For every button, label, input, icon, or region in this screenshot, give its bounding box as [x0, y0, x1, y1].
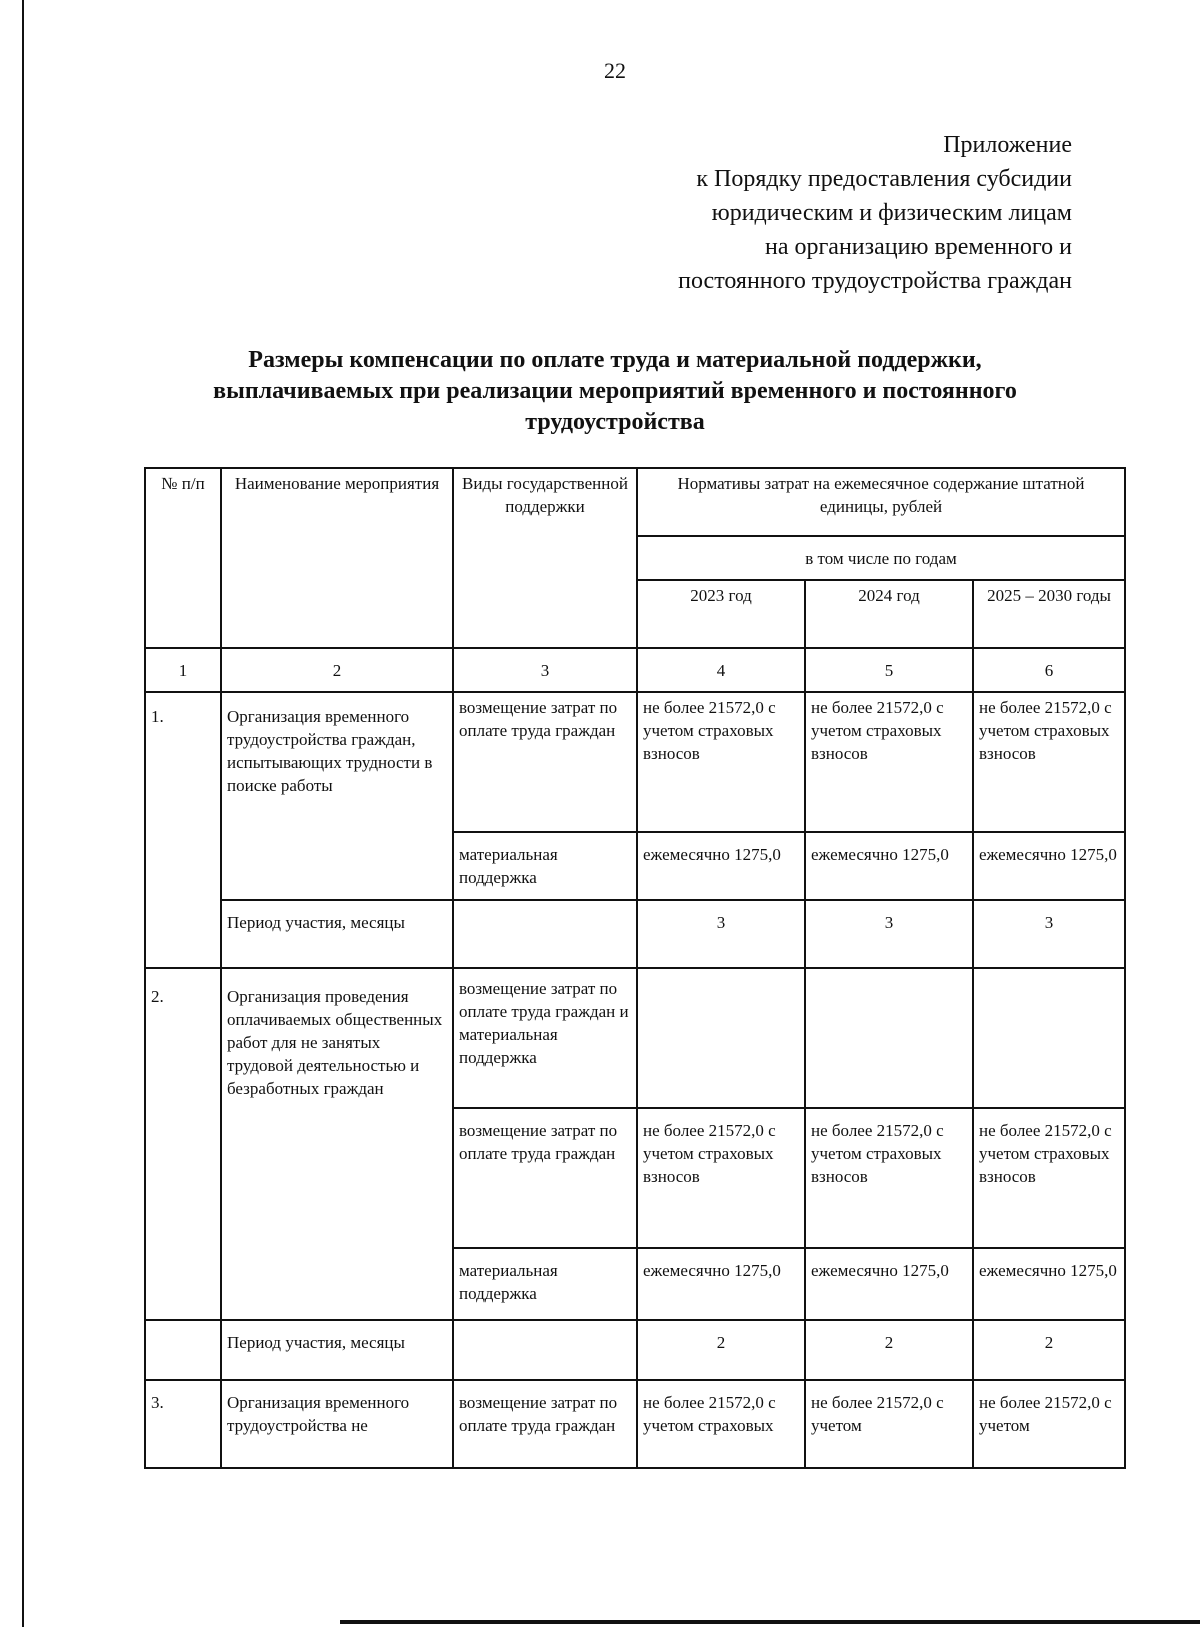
- table-row: [145, 1320, 1125, 1380]
- annex-header: [678, 128, 1072, 298]
- support-type: возмещение затрат по оплате труда граждан: [453, 692, 637, 832]
- support-type: возмещение затрат по оплате труда граждан и материальная поддержка: [453, 968, 637, 1108]
- value-2023: не более 21572,0 с учетом страховых взносов: [637, 1108, 805, 1248]
- support-type: материальная поддержка: [453, 1248, 637, 1320]
- period-2025-2030: 2: [973, 1320, 1125, 1380]
- annex-line: постоянного трудоустройства граждан: [678, 268, 1072, 294]
- row-num: 3.: [145, 1380, 221, 1468]
- page-number: 22: [604, 58, 626, 83]
- table-row: [145, 1380, 1125, 1468]
- title-line: Размеры компенсации по оплате труда и материальной поддержки,: [248, 347, 982, 373]
- column-number: 5: [805, 648, 973, 692]
- value-2023: ежемесячно 1275,0: [637, 832, 805, 900]
- period-2023: 3: [637, 900, 805, 968]
- empty-cell: [637, 968, 805, 1108]
- empty-cell: [453, 1320, 637, 1380]
- value-2025-2030: ежемесячно 1275,0: [973, 832, 1125, 900]
- column-number: 3: [453, 648, 637, 692]
- period-2023: 2: [637, 1320, 805, 1380]
- compensation-table: [144, 467, 1126, 1469]
- column-number-row: [145, 648, 1125, 692]
- header-num: № п/п: [145, 468, 221, 648]
- scan-edge-bottom: [340, 1620, 1200, 1624]
- value-2025-2030: не более 21572,0 с учетом страховых взносов: [973, 1108, 1125, 1248]
- row-activity-name: Организация проведения оплачиваемых общественных работ для не занятых трудовой деятельностью и безработных граждан: [221, 968, 453, 1320]
- header-norms: Нормативы затрат на ежемесячное содержание штатной единицы, рублей: [637, 468, 1125, 536]
- annex-line: на организацию временного и: [764, 234, 1072, 260]
- support-type: возмещение затрат по оплате труда граждан: [453, 1380, 637, 1468]
- row-activity-name: Организация временного трудоустройства не: [221, 1380, 453, 1468]
- column-number: 2: [221, 648, 453, 692]
- table-row: [145, 968, 1125, 1108]
- value-2024: не более 21572,0 с учетом: [805, 1380, 973, 1468]
- support-type: возмещение затрат по оплате труда граждан: [453, 1108, 637, 1248]
- row-num: 1.: [145, 692, 221, 968]
- value-2025-2030: не более 21572,0 с учетом: [973, 1380, 1125, 1468]
- value-2024: не более 21572,0 с учетом страховых взносов: [805, 1108, 973, 1248]
- period-label: Период участия, месяцы: [221, 900, 453, 968]
- empty-cell: [805, 968, 973, 1108]
- period-label: Период участия, месяцы: [221, 1320, 453, 1380]
- annex-line: Приложение: [943, 132, 1072, 158]
- value-2023: не более 21572,0 с учетом страховых взносов: [637, 692, 805, 832]
- column-number: 1: [145, 648, 221, 692]
- scan-edge-left: [22, 0, 24, 1627]
- title-line: выплачиваемых при реализации мероприятий временного и постоянного: [213, 378, 1017, 404]
- column-number: 6: [973, 648, 1125, 692]
- value-2023: не более 21572,0 с учетом страховых: [637, 1380, 805, 1468]
- value-2025-2030: ежемесячно 1275,0: [973, 1248, 1125, 1320]
- value-2024: не более 21572,0 с учетом страховых взносов: [805, 692, 973, 832]
- value-2024: ежемесячно 1275,0: [805, 1248, 973, 1320]
- header-name: Наименование мероприятия: [221, 468, 453, 648]
- support-type: материальная поддержка: [453, 832, 637, 900]
- value-2025-2030: не более 21572,0 с учетом страховых взносов: [973, 692, 1125, 832]
- header-2023: 2023 год: [637, 580, 805, 648]
- row-num: 2.: [145, 968, 221, 1320]
- empty-cell: [145, 1320, 221, 1380]
- title-line: трудоустройства: [525, 409, 705, 435]
- header-support: Виды государственной поддержки: [453, 468, 637, 648]
- empty-cell: [973, 968, 1125, 1108]
- empty-cell: [453, 900, 637, 968]
- annex-line: к Порядку предоставления субсидии: [696, 166, 1072, 192]
- row-activity-name: Организация временного трудоустройства граждан, испытывающих трудности в поиске работы: [221, 692, 453, 900]
- table-row: [145, 692, 1125, 832]
- column-number: 4: [637, 648, 805, 692]
- value-2023: ежемесячно 1275,0: [637, 1248, 805, 1320]
- period-2024: 2: [805, 1320, 973, 1380]
- table-row: [145, 900, 1125, 968]
- value-2024: ежемесячно 1275,0: [805, 832, 973, 900]
- header-2024: 2024 год: [805, 580, 973, 648]
- header-2025-2030: 2025 – 2030 годы: [973, 580, 1125, 648]
- period-2025-2030: 3: [973, 900, 1125, 968]
- annex-line: юридическим и физическим лицам: [711, 200, 1072, 226]
- document-title: [150, 345, 1080, 438]
- table-header-row: [145, 468, 1125, 536]
- header-by-years: в том числе по годам: [637, 536, 1125, 580]
- period-2024: 3: [805, 900, 973, 968]
